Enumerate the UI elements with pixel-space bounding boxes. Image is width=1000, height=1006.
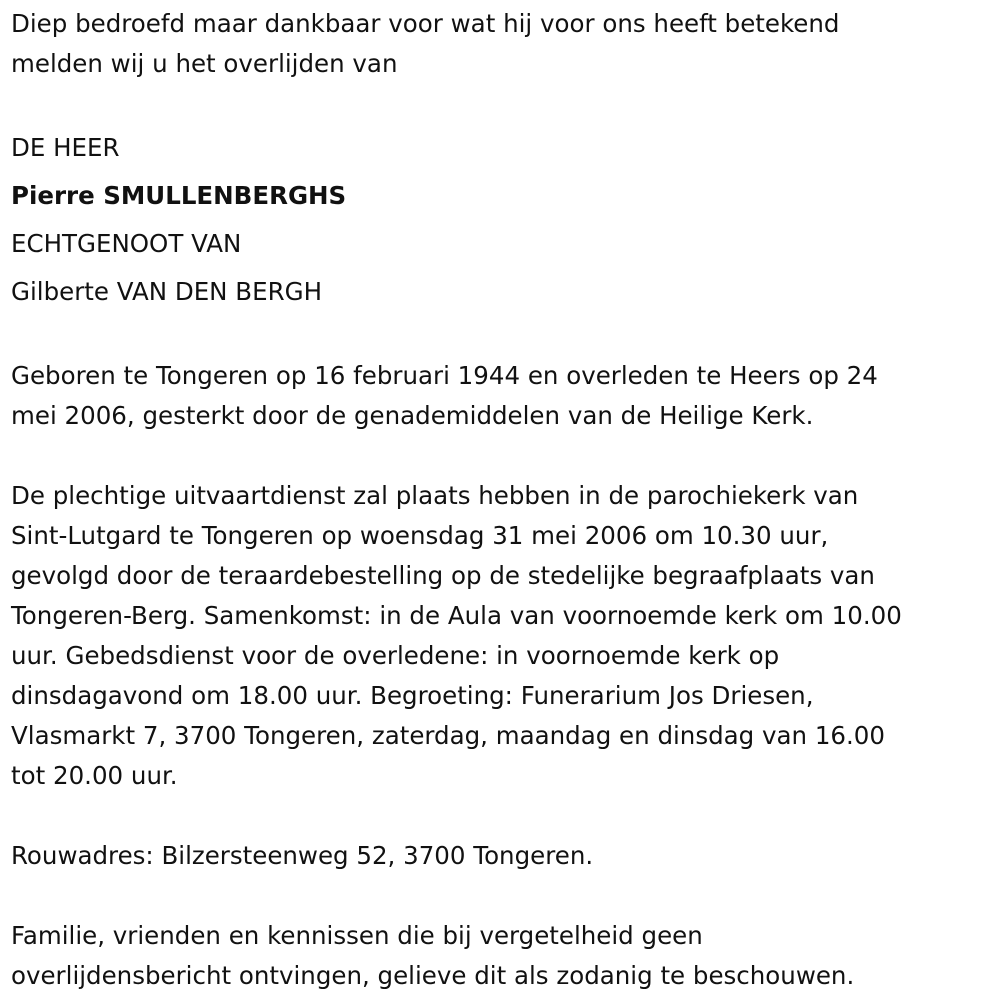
paragraph-line: Geboren te Tongeren op 16 februari 1944 en overleden te Heers op 24 <box>11 361 878 390</box>
relation-label: ECHTGENOOT VAN <box>11 229 242 258</box>
paragraph-line: Tongeren-Berg. Samenkomst: in de Aula van voornoemde kerk om 10.00 <box>11 601 902 630</box>
paragraph-line: mei 2006, gesterkt door de genademiddelen van de Heilige Kerk. <box>11 401 814 430</box>
closing-paragraph <box>11 916 991 996</box>
funeral-paragraph <box>11 476 991 796</box>
deceased-title: DE HEER <box>11 133 120 162</box>
paragraph-line: Familie, vrienden en kennissen die bij vergetelheid geen <box>11 921 703 950</box>
intro-line: Diep bedroefd maar dankbaar voor wat hij voor ons heeft betekend <box>11 9 840 38</box>
intro-line: melden wij u het overlijden van <box>11 49 398 78</box>
paragraph-line: Vlasmarkt 7, 3700 Tongeren, zaterdag, maandag en dinsdag van 16.00 <box>11 721 885 750</box>
paragraph-line: overlijdensbericht ontvingen, gelieve dit als zodanig te beschouwen. <box>11 961 855 990</box>
birth-death-paragraph <box>11 356 991 436</box>
paragraph-line: De plechtige uitvaartdienst zal plaats hebben in de parochiekerk van <box>11 481 859 510</box>
deceased-block <box>11 124 991 316</box>
paragraph-line: Sint-Lutgard te Tongeren op woensdag 31 mei 2006 om 10.30 uur, <box>11 521 829 550</box>
mourning-address: Rouwadres: Bilzersteenweg 52, 3700 Tongeren. <box>11 841 594 870</box>
intro-paragraph <box>11 4 991 84</box>
obituary-notice <box>11 4 991 996</box>
paragraph-line: uur. Gebedsdienst voor de overledene: in voornoemde kerk op <box>11 641 780 670</box>
paragraph-line: gevolgd door de teraardebestelling op de stedelijke begraafplaats van <box>11 561 875 590</box>
address-paragraph <box>11 836 991 876</box>
paragraph-line: tot 20.00 uur. <box>11 761 178 790</box>
spouse-name: Gilberte VAN DEN BERGH <box>11 277 323 306</box>
paragraph-line: dinsdagavond om 18.00 uur. Begroeting: Funerarium Jos Driesen, <box>11 681 814 710</box>
deceased-name: Pierre SMULLENBERGHS <box>11 181 347 210</box>
